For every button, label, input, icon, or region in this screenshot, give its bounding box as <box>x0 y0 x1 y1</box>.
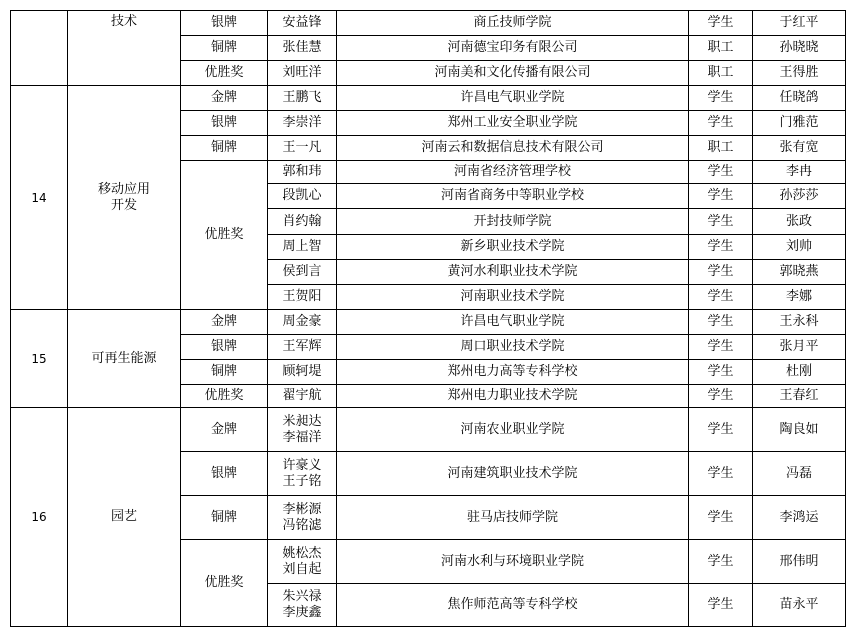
unit-cell: 许昌电气职业学院 <box>337 86 689 111</box>
coach-cell: 李鸿运 <box>753 496 846 540</box>
medal-cell: 银牌 <box>181 452 268 496</box>
coach-cell: 李娜 <box>753 285 846 310</box>
table-row <box>11 11 846 36</box>
contestant-type-cell: 职工 <box>689 61 753 86</box>
event-category-line: 技术 <box>110 14 137 29</box>
group-number-cell: 14 <box>11 86 68 310</box>
group-number-cell <box>11 11 68 86</box>
unit-cell: 郑州电力职业技术学院 <box>337 385 689 408</box>
contestant-type-cell: 职工 <box>689 36 753 61</box>
contestant-name-cell <box>268 335 337 360</box>
contestant-name: 肖约翰 <box>282 213 322 229</box>
contestant-name: 姚松杰 <box>282 545 322 561</box>
contestant-type-cell: 学生 <box>689 584 753 627</box>
medal-cell: 银牌 <box>181 335 268 360</box>
group-number-cell: 16 <box>11 408 68 627</box>
contestant-name: 米昶达 <box>282 413 322 429</box>
contestant-name: 顾轲堤 <box>282 364 322 379</box>
contestant-name: 侯到言 <box>282 264 322 279</box>
event-category-cell <box>68 86 181 310</box>
coach-cell: 王得胜 <box>753 61 846 86</box>
event-category-line: 开发 <box>110 197 137 213</box>
coach-cell: 孙莎莎 <box>753 184 846 209</box>
contestant-name: 段凯心 <box>282 188 322 203</box>
unit-cell: 郑州工业安全职业学院 <box>337 111 689 136</box>
group-number-cell: 15 <box>11 310 68 408</box>
unit-cell: 河南云和数据信息技术有限公司 <box>337 136 689 161</box>
coach-cell: 冯磊 <box>753 452 846 496</box>
contestant-type-cell: 学生 <box>689 235 753 260</box>
coach-cell: 王春红 <box>753 385 846 408</box>
medal-cell: 优胜奖 <box>181 540 268 627</box>
contestant-name: 安益锋 <box>282 15 322 30</box>
contestant-name-cell <box>268 111 337 136</box>
coach-cell: 孙晓晓 <box>753 36 846 61</box>
contestant-name-cell <box>268 86 337 111</box>
medal-cell: 银牌 <box>181 11 268 36</box>
event-category-line: 园艺 <box>110 509 137 524</box>
contestant-name-cell <box>268 310 337 335</box>
contestant-type-cell: 学生 <box>689 540 753 584</box>
contestant-name-cell <box>268 136 337 161</box>
contestant-name: 许豪义 <box>282 457 322 473</box>
contestant-type-cell: 学生 <box>689 184 753 209</box>
contestant-name: 李彬源 <box>282 501 322 517</box>
coach-cell: 任晓鸽 <box>753 86 846 111</box>
contestant-name-cell <box>268 235 337 260</box>
contestant-type-cell: 学生 <box>689 496 753 540</box>
medal-cell: 银牌 <box>181 111 268 136</box>
contestant-name: 王军辉 <box>282 339 322 354</box>
unit-cell: 河南省商务中等职业学校 <box>337 184 689 209</box>
coach-cell: 苗永平 <box>753 584 846 627</box>
contestant-type-cell: 学生 <box>689 285 753 310</box>
contestant-name: 周上智 <box>282 239 322 254</box>
medal-cell: 铜牌 <box>181 496 268 540</box>
contestant-name: 李福洋 <box>282 429 322 445</box>
unit-cell: 郑州电力高等专科学校 <box>337 360 689 385</box>
contestant-name-cell <box>268 452 337 496</box>
contestant-name-cell <box>268 360 337 385</box>
contestant-type-cell: 学生 <box>689 11 753 36</box>
contestant-name-cell <box>268 496 337 540</box>
contestant-type-cell: 学生 <box>689 408 753 452</box>
unit-cell: 驻马店技师学院 <box>337 496 689 540</box>
unit-cell: 河南美和文化传播有限公司 <box>337 61 689 86</box>
unit-cell: 河南省经济管理学校 <box>337 161 689 184</box>
coach-cell: 于红平 <box>753 11 846 36</box>
contestant-name-cell <box>268 260 337 285</box>
contestant-name: 刘旺洋 <box>282 65 322 80</box>
coach-cell: 张有宽 <box>753 136 846 161</box>
contestant-name: 冯铭滤 <box>282 517 322 533</box>
medal-cell: 优胜奖 <box>181 385 268 408</box>
contestant-type-cell: 学生 <box>689 385 753 408</box>
contestant-name: 王一凡 <box>282 140 322 155</box>
table-row <box>11 310 846 335</box>
contestant-type-cell: 职工 <box>689 136 753 161</box>
medal-cell: 铜牌 <box>181 360 268 385</box>
event-category-cell <box>68 408 181 627</box>
contestant-name-cell <box>268 540 337 584</box>
unit-cell: 焦作师范高等专科学校 <box>337 584 689 627</box>
coach-cell: 郭晓燕 <box>753 260 846 285</box>
contestant-name: 王子铭 <box>282 473 322 489</box>
contestant-name: 翟宇航 <box>282 388 322 403</box>
medal-cell: 金牌 <box>181 310 268 335</box>
contestant-name-cell <box>268 385 337 408</box>
contestant-name: 李庚鑫 <box>282 605 322 620</box>
unit-cell: 开封技师学院 <box>337 209 689 235</box>
contestant-name: 李崇洋 <box>282 115 322 130</box>
coach-cell: 杜刚 <box>753 360 846 385</box>
contestant-name-cell <box>268 209 337 235</box>
table-row <box>11 408 846 452</box>
contestant-name: 朱兴禄 <box>282 589 322 604</box>
unit-cell: 河南农业职业学院 <box>337 408 689 452</box>
medal-cell: 优胜奖 <box>181 161 268 310</box>
coach-cell: 邢伟明 <box>753 540 846 584</box>
medal-cell: 金牌 <box>181 408 268 452</box>
coach-cell: 张月平 <box>753 335 846 360</box>
coach-cell: 李冉 <box>753 161 846 184</box>
coach-cell: 门雅范 <box>753 111 846 136</box>
contestant-type-cell: 学生 <box>689 111 753 136</box>
contestant-name: 王贺阳 <box>282 289 322 304</box>
contestant-type-cell: 学生 <box>689 335 753 360</box>
contestant-type-cell: 学生 <box>689 86 753 111</box>
unit-cell: 河南职业技术学院 <box>337 285 689 310</box>
event-category-line: 可再生能源 <box>91 350 157 366</box>
unit-cell: 河南水利与环境职业学院 <box>337 540 689 584</box>
unit-cell: 商丘技师学院 <box>337 11 689 36</box>
unit-cell: 河南建筑职业技术学院 <box>337 452 689 496</box>
contestant-name: 王鹏飞 <box>282 90 322 105</box>
contestant-name-cell <box>268 61 337 86</box>
contestant-name: 张佳慧 <box>282 40 322 55</box>
contestant-type-cell: 学生 <box>689 360 753 385</box>
contestant-name-cell <box>268 285 337 310</box>
event-category-cell <box>68 310 181 408</box>
coach-cell: 刘帅 <box>753 235 846 260</box>
table-row <box>11 86 846 111</box>
contestant-type-cell: 学生 <box>689 310 753 335</box>
unit-cell: 许昌电气职业学院 <box>337 310 689 335</box>
contestant-type-cell: 学生 <box>689 161 753 184</box>
coach-cell: 王永科 <box>753 310 846 335</box>
coach-cell: 陶良如 <box>753 408 846 452</box>
event-category-cell <box>68 11 181 86</box>
contestant-name-cell <box>268 161 337 184</box>
contestant-name: 郭和玮 <box>282 164 322 179</box>
medal-cell: 铜牌 <box>181 136 268 161</box>
contestant-name-cell <box>268 36 337 61</box>
contestant-name: 周金豪 <box>282 314 322 329</box>
medal-cell: 铜牌 <box>181 36 268 61</box>
unit-cell: 新乡职业技术学院 <box>337 235 689 260</box>
contestant-name-cell <box>268 584 337 627</box>
contestant-type-cell: 学生 <box>689 452 753 496</box>
contestant-name-cell <box>268 184 337 209</box>
event-category-line: 移动应用 <box>97 181 150 197</box>
coach-cell: 张政 <box>753 209 846 235</box>
contestant-name: 刘自起 <box>282 561 322 577</box>
award-results-table <box>10 10 846 627</box>
medal-cell: 金牌 <box>181 86 268 111</box>
medal-cell: 优胜奖 <box>181 61 268 86</box>
unit-cell: 河南德宝印务有限公司 <box>337 36 689 61</box>
unit-cell: 周口职业技术学院 <box>337 335 689 360</box>
unit-cell: 黄河水利职业技术学院 <box>337 260 689 285</box>
contestant-name-cell <box>268 408 337 452</box>
contestant-name-cell <box>268 11 337 36</box>
contestant-type-cell: 学生 <box>689 209 753 235</box>
contestant-type-cell: 学生 <box>689 260 753 285</box>
